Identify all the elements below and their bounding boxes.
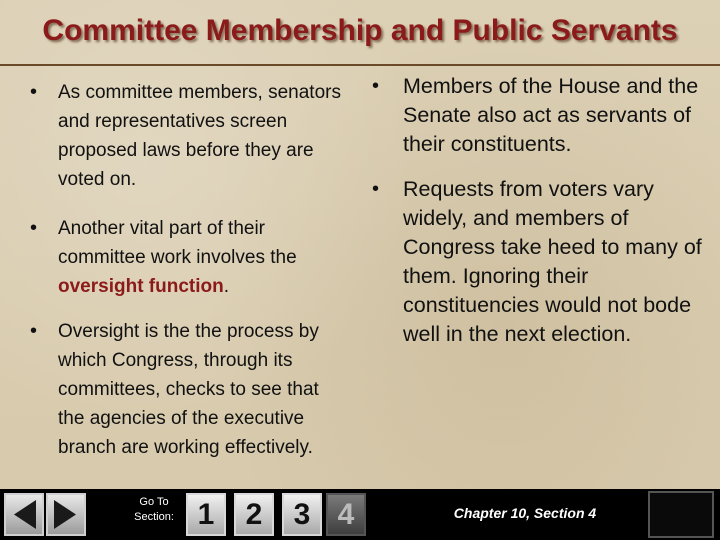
- left-arrow-icon: [6, 495, 42, 534]
- bullet-marker: •: [372, 75, 380, 97]
- bullet-text: Members of the House and the Senate also act as servants of their constituents.: [403, 74, 699, 156]
- next-slide-button[interactable]: [46, 493, 86, 536]
- left-column: [30, 78, 350, 462]
- bullet-oversight-function: [30, 214, 350, 301]
- chapter-section-label: Chapter 10, Section 4: [453, 505, 597, 521]
- bullet-servants: [372, 72, 702, 159]
- bullet-text: Oversight is the the process by which Congress, through its committees, checks to see that the agencies of the executive branch are working effectively.: [58, 321, 319, 458]
- section-4-button-current[interactable]: 4: [326, 493, 366, 536]
- goto-line-1: Go To: [139, 496, 169, 508]
- goto-line-2: Section:: [134, 511, 174, 523]
- slide-title: Committee Membership and Public Servants: [42, 14, 678, 47]
- bullet-marker: •: [372, 178, 380, 200]
- bullet-highlight-term: oversight function: [58, 276, 224, 297]
- section-1-button[interactable]: 1: [186, 493, 226, 536]
- bullet-marker: •: [30, 81, 38, 103]
- bullet-text-post: .: [223, 276, 230, 297]
- previous-slide-button[interactable]: [4, 493, 44, 536]
- goto-section-label: [118, 495, 190, 525]
- bullet-oversight-definition: [30, 317, 350, 462]
- bullet-text: Requests from voters vary widely, and members of Congress take heed to many of them. Ignoring their constituencies would not bode well in the next election.: [403, 177, 702, 346]
- right-column: [372, 72, 702, 349]
- bullet-text-pre: Another vital part of their committee work involves the: [58, 218, 297, 268]
- section-3-button[interactable]: 3: [282, 493, 322, 536]
- bullet-marker: •: [30, 320, 38, 342]
- bullet-text: As committee members, senators and representatives screen proposed laws before they are voted on.: [58, 82, 341, 190]
- navigation-bar: [0, 489, 720, 540]
- right-arrow-icon: [48, 495, 84, 534]
- section-2-button[interactable]: 2: [234, 493, 274, 536]
- nav-end-box[interactable]: [648, 491, 714, 538]
- bullet-voter-requests: [372, 175, 702, 349]
- bullet-screen-laws: [30, 78, 350, 194]
- bullet-marker: •: [30, 217, 38, 239]
- title-divider: [0, 64, 720, 66]
